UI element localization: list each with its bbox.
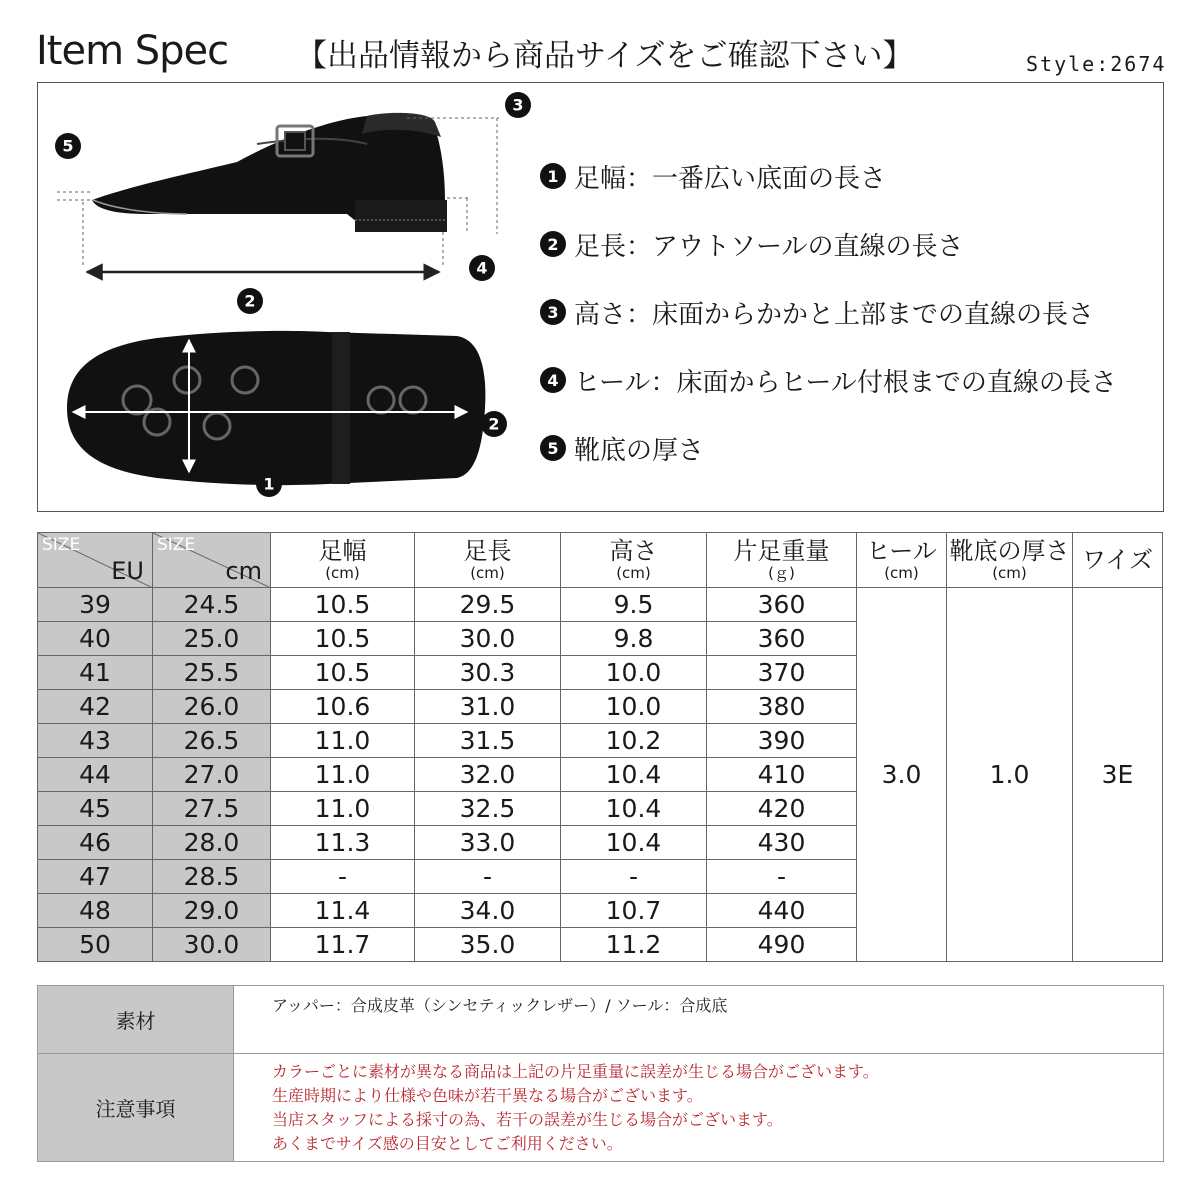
header-foot-length: 足長 (cm) [415, 533, 561, 588]
size-cm-cell: 28.5 [153, 860, 271, 894]
header-size-cm [153, 533, 271, 588]
legend-text: 高さ：床面からかかと上部までの直線の長さ [574, 299, 1095, 330]
table-cell: 35.0 [415, 928, 561, 962]
table-cell: 9.8 [561, 622, 707, 656]
badge-2-side [237, 288, 263, 314]
size-eu-cell: 42 [38, 690, 153, 724]
legend-text: 靴底の厚さ [574, 435, 705, 466]
table-cell: 32.0 [415, 758, 561, 792]
badge-5 [55, 133, 81, 159]
table-cell: 32.5 [415, 792, 561, 826]
table-cell: 11.4 [271, 894, 415, 928]
material-label: 素材 [38, 986, 234, 1054]
table-cell: 11.0 [271, 724, 415, 758]
table-cell: 360 [707, 622, 857, 656]
size-cm-cell: 25.0 [153, 622, 271, 656]
table-cell: 30.0 [415, 622, 561, 656]
size-cm-cell: 30.0 [153, 928, 271, 962]
size-eu-cell: 40 [38, 622, 153, 656]
size-cm-cell: 26.5 [153, 724, 271, 758]
badge-1 [256, 471, 282, 497]
header-width-grade: ワイズ [1073, 533, 1163, 588]
size-eu-cell: 44 [38, 758, 153, 792]
info-table [37, 985, 1164, 1162]
table-cell: 10.4 [561, 792, 707, 826]
svg-text:1: 1 [263, 474, 275, 494]
width-grade-cell: 3E [1073, 588, 1163, 962]
table-cell: 9.5 [561, 588, 707, 622]
measurement-legend [540, 142, 1117, 482]
table-cell: 420 [707, 792, 857, 826]
badge-3 [505, 92, 531, 118]
note-line: 生産時期により仕様や色味が若干異なる場合がございます。 [272, 1086, 703, 1105]
size-cm-cell: 25.5 [153, 656, 271, 690]
header-sole-thickness: 靴底の厚さ (cm) [947, 533, 1073, 588]
eu-label: EU [111, 557, 144, 585]
size-eu-cell: 39 [38, 588, 153, 622]
table-cell: 30.3 [415, 656, 561, 690]
cm-label: cm [225, 557, 262, 585]
table-cell: 370 [707, 656, 857, 690]
svg-text:3: 3 [512, 95, 524, 115]
table-cell: - [707, 860, 857, 894]
table-cell: 10.0 [561, 690, 707, 724]
size-label: SIZE [157, 535, 196, 555]
table-cell: - [561, 860, 707, 894]
style-code: Style:2674 [1026, 52, 1167, 76]
table-cell: 380 [707, 690, 857, 724]
header-height: 高さ (cm) [561, 533, 707, 588]
table-cell: 490 [707, 928, 857, 962]
svg-text:2: 2 [244, 291, 256, 311]
table-cell: 410 [707, 758, 857, 792]
table-cell: 10.6 [271, 690, 415, 724]
table-cell: 11.7 [271, 928, 415, 962]
material-row [38, 986, 1164, 1054]
size-cm-cell: 28.0 [153, 826, 271, 860]
table-cell: 10.2 [561, 724, 707, 758]
note-line: カラーごとに素材が異なる商品は上記の片足重量に誤差が生じる場合がございます。 [272, 1062, 879, 1081]
header-size-eu [38, 533, 153, 588]
legend-item-heel [540, 346, 1117, 414]
size-table [37, 532, 1163, 962]
legend-badge: 5 [540, 435, 566, 461]
table-cell: 10.5 [271, 656, 415, 690]
legend-text: ヒール：床面からヒール付根までの直線の長さ [574, 367, 1117, 398]
table-cell: 11.0 [271, 758, 415, 792]
size-cm-cell: 27.0 [153, 758, 271, 792]
size-table-header [38, 533, 1163, 588]
shoe-side-view [92, 113, 447, 232]
table-cell: 10.5 [271, 588, 415, 622]
table-cell: 34.0 [415, 894, 561, 928]
legend-item-sole-thickness [540, 414, 1117, 482]
size-eu-cell: 41 [38, 656, 153, 690]
header-weight: 片足重量 (ｇ) [707, 533, 857, 588]
table-row [38, 588, 1163, 622]
size-cm-cell: 26.0 [153, 690, 271, 724]
size-cm-cell: 29.0 [153, 894, 271, 928]
shoe-sole-view [67, 331, 485, 485]
svg-text:5: 5 [62, 136, 74, 156]
legend-text: 足長：アウトソールの直線の長さ [574, 231, 964, 262]
header-foot-width: 足幅 (cm) [271, 533, 415, 588]
table-cell: 390 [707, 724, 857, 758]
size-eu-cell: 50 [38, 928, 153, 962]
legend-item-foot-length [540, 210, 1117, 278]
table-cell: 10.5 [271, 622, 415, 656]
size-label: SIZE [42, 535, 81, 555]
legend-item-foot-width [540, 142, 1117, 210]
legend-badge: 4 [540, 367, 566, 393]
heel-cell: 3.0 [857, 588, 947, 962]
note-line: あくまでサイズ感の目安としてご利用ください。 [272, 1134, 623, 1153]
legend-text: 足幅：一番広い底面の長さ [574, 163, 887, 194]
badge-4 [469, 255, 495, 281]
svg-text:2: 2 [488, 414, 500, 434]
table-cell: 11.3 [271, 826, 415, 860]
table-cell: 360 [707, 588, 857, 622]
notes-label: 注意事項 [38, 1054, 234, 1162]
table-cell: 10.4 [561, 826, 707, 860]
table-cell: 10.0 [561, 656, 707, 690]
size-eu-cell: 43 [38, 724, 153, 758]
svg-text:4: 4 [476, 258, 488, 278]
header-heel: ヒール (cm) [857, 533, 947, 588]
legend-badge: 2 [540, 231, 566, 257]
table-cell: 11.2 [561, 928, 707, 962]
material-value [234, 986, 1164, 1054]
size-eu-cell: 48 [38, 894, 153, 928]
size-eu-cell: 47 [38, 860, 153, 894]
table-cell: - [415, 860, 561, 894]
table-cell: 10.7 [561, 894, 707, 928]
badge-2-sole [481, 411, 507, 437]
size-cm-cell: 24.5 [153, 588, 271, 622]
table-cell: 11.0 [271, 792, 415, 826]
table-cell: 31.0 [415, 690, 561, 724]
size-eu-cell: 45 [38, 792, 153, 826]
notes-row [38, 1054, 1164, 1162]
sole-thickness-cell: 1.0 [947, 588, 1073, 962]
size-cm-cell: 27.5 [153, 792, 271, 826]
legend-badge: 3 [540, 299, 566, 325]
size-check-note: 【出品情報から商品サイズをご確認下さい】 [296, 38, 914, 74]
size-eu-cell: 46 [38, 826, 153, 860]
note-line: 当店スタッフによる採寸の為、若干の誤差が生じる場合がございます。 [272, 1110, 783, 1129]
table-cell: 440 [707, 894, 857, 928]
notes-value [234, 1054, 1164, 1162]
table-cell: 10.4 [561, 758, 707, 792]
table-cell: 29.5 [415, 588, 561, 622]
material-text: アッパー：合成皮革（シンセティックレザー）/ ソール：合成底 [272, 996, 728, 1015]
table-cell: - [271, 860, 415, 894]
table-cell: 430 [707, 826, 857, 860]
table-cell: 31.5 [415, 724, 561, 758]
legend-item-height [540, 278, 1117, 346]
page-title: Item Spec [36, 28, 229, 74]
legend-badge: 1 [540, 163, 566, 189]
table-cell: 33.0 [415, 826, 561, 860]
